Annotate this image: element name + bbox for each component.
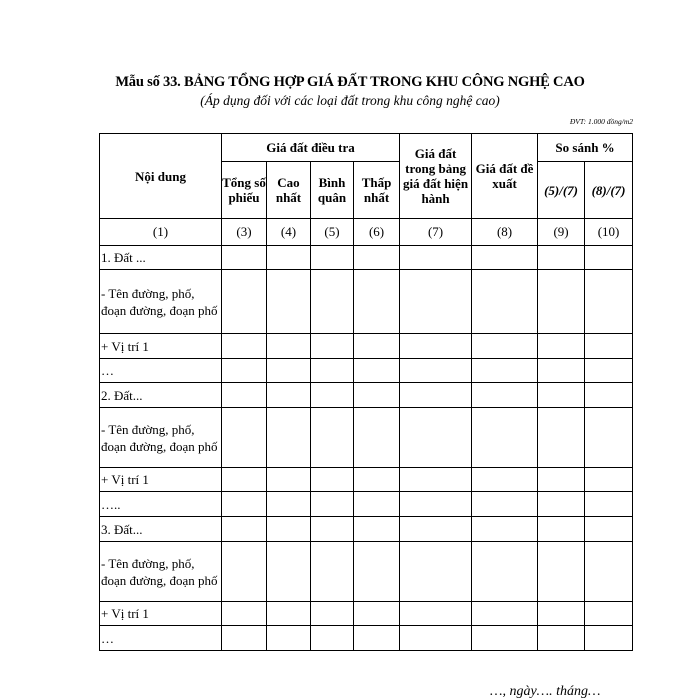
row-label: 2. Đất... [100,383,222,408]
table-cell [354,517,400,542]
table-cell [222,270,267,334]
table-cell [311,383,354,408]
row-label: … [100,626,222,651]
column-number-row [100,219,633,246]
table-cell [472,408,538,468]
table-cell [472,542,538,602]
table-cell [400,542,472,602]
table-cell [354,383,400,408]
row-label: + Vị trí 1 [100,602,222,626]
table-cell [472,602,538,626]
table-cell [400,517,472,542]
header-gia-dat-dieu-tra: Giá đất điều tra [222,134,400,162]
table-cell [472,492,538,517]
table-cell [400,602,472,626]
table-row [100,383,633,408]
table-cell [354,468,400,492]
table-row [100,334,633,359]
table-cell [222,602,267,626]
table-cell [222,517,267,542]
column-number: (10) [585,219,633,246]
table-cell [538,334,585,359]
table-cell [354,602,400,626]
table-cell [585,626,633,651]
table-cell [222,492,267,517]
table-row [100,468,633,492]
table-cell [267,383,311,408]
table-cell [311,270,354,334]
table-cell [400,246,472,270]
table-cell [538,383,585,408]
table-cell [585,334,633,359]
table-cell [267,359,311,383]
header-ratio-5-7: (5)/(7) [538,162,585,219]
table-cell [472,468,538,492]
table-cell [585,517,633,542]
table-cell [538,492,585,517]
table-cell [472,517,538,542]
header-tong-so-phieu: Tổng số phiếu [222,162,267,219]
table-cell [222,468,267,492]
row-label: 1. Đất ... [100,246,222,270]
table-cell [222,246,267,270]
table-cell [222,334,267,359]
table-cell [311,359,354,383]
table-cell [538,542,585,602]
table-row [100,270,633,334]
date-line: …, ngày…. tháng… [490,684,601,699]
table-cell [585,270,633,334]
table-row [100,602,633,626]
table-cell [585,468,633,492]
table-cell [267,334,311,359]
table-cell [538,626,585,651]
table-cell [311,334,354,359]
column-number: (5) [311,219,354,246]
table-cell [354,542,400,602]
table-cell [538,602,585,626]
table-cell [354,246,400,270]
table-cell [400,492,472,517]
column-number: (8) [472,219,538,246]
table-cell [585,492,633,517]
table-cell [311,626,354,651]
table-cell [585,383,633,408]
table-cell [267,626,311,651]
table-cell [311,408,354,468]
unit-label: ĐVT: 1.000 đồng/m2 [569,117,633,126]
table-cell [267,408,311,468]
table-row [100,492,633,517]
table-cell [400,468,472,492]
header-row-1 [100,134,633,162]
table-row [100,626,633,651]
table-cell [400,270,472,334]
table-cell [538,408,585,468]
table-cell [267,602,311,626]
table-cell [267,492,311,517]
row-label: - Tên đường, phố, đoạn đường, đoạn phố [100,408,222,468]
table-cell [267,270,311,334]
table-cell [538,246,585,270]
table-cell [400,383,472,408]
table-cell [311,246,354,270]
table-row [100,542,633,602]
table-cell [472,626,538,651]
table-cell [472,270,538,334]
table-cell [267,468,311,492]
column-number: (9) [538,219,585,246]
table-cell [585,408,633,468]
table-cell [538,359,585,383]
table-cell [354,270,400,334]
table-cell [222,359,267,383]
column-number: (4) [267,219,311,246]
table-cell [222,383,267,408]
header-cao-nhat: Cao nhất [267,162,311,219]
table-cell [311,468,354,492]
table-cell [472,359,538,383]
table-row [100,359,633,383]
row-label: … [100,359,222,383]
table-cell [538,517,585,542]
table-row [100,408,633,468]
table-cell [585,602,633,626]
table-cell [267,542,311,602]
table-cell [400,626,472,651]
header-so-sanh: So sánh % [538,134,633,162]
table-cell [354,626,400,651]
table-cell [354,492,400,517]
table-cell [354,408,400,468]
table-cell [585,542,633,602]
header-noi-dung: Nội dung [100,134,222,219]
header-binh-quan: Bình quân [311,162,354,219]
row-label: + Vị trí 1 [100,334,222,359]
table-cell [585,359,633,383]
row-label: ….. [100,492,222,517]
table-row [100,517,633,542]
table-cell [222,626,267,651]
table-cell [472,334,538,359]
price-summary-table [99,133,633,651]
table-row [100,246,633,270]
form-title: Mẫu số 33. BẢNG TỔNG HỢP GIÁ ĐẤT TRONG KHU CÔNG NGHỆ CAO [115,74,585,90]
table-cell [538,468,585,492]
table-cell [222,408,267,468]
table-cell [354,334,400,359]
form-subtitle: (Áp dụng đối với các loại đất trong khu công nghệ cao) [200,93,500,108]
table-cell [267,246,311,270]
column-number: (3) [222,219,267,246]
table-cell [311,517,354,542]
table-cell [472,246,538,270]
table-cell [400,334,472,359]
column-number: (7) [400,219,472,246]
table-cell [311,602,354,626]
table-cell [472,383,538,408]
row-label: - Tên đường, phố, đoạn đường, đoạn phố [100,270,222,334]
table-cell [585,246,633,270]
header-thap-nhat: Thấp nhất [354,162,400,219]
table-cell [311,542,354,602]
header-gia-dat-bang-gia: Giá đất trong bảng giá đất hiện hành [400,134,472,219]
column-number: (1) [100,219,222,246]
row-label: 3. Đất... [100,517,222,542]
row-label: - Tên đường, phố, đoạn đường, đoạn phố [100,542,222,602]
table-body [100,246,633,651]
table-cell [400,359,472,383]
table-cell [311,492,354,517]
header-gia-dat-de-xuat: Giá đất đề xuất [472,134,538,219]
header-ratio-8-7: (8)/(7) [585,162,633,219]
table-cell [267,517,311,542]
table-cell [400,408,472,468]
table-cell [538,270,585,334]
table-cell [222,542,267,602]
row-label: + Vị trí 1 [100,468,222,492]
table-cell [354,359,400,383]
column-number: (6) [354,219,400,246]
